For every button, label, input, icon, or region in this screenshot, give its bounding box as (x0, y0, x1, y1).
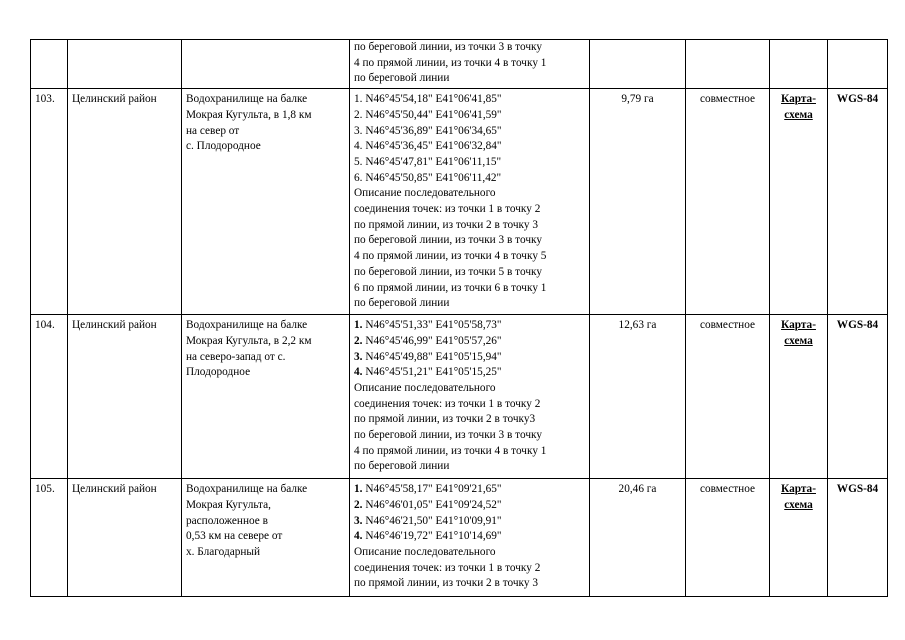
usage-cell: совместное (686, 479, 770, 597)
map-link[interactable]: схема (784, 334, 813, 347)
map-link[interactable]: схема (784, 498, 813, 511)
location-line: Водохранилище на балке (186, 93, 308, 106)
point-coordinate: N46°45'51,33" E41°05'58,73" (365, 319, 502, 332)
district-cell: Целинский район (68, 89, 182, 315)
area-cell: 9,79 га (590, 89, 686, 315)
location-line: Мокрая Кугульта, (186, 498, 271, 511)
table-row (31, 315, 888, 479)
continuation-line: по береговой линии, из точки 3 в точку (354, 41, 542, 53)
description-line: 4 по прямой линии, из точки 4 в точку 1 (354, 444, 547, 457)
description-line: по прямой линии, из точки 2 в точку 3 (354, 577, 538, 590)
point-number: 2. (354, 334, 363, 347)
area-cell (590, 40, 686, 89)
district-cell: Целинский район (68, 315, 182, 479)
description-line: Описание последовательного (354, 187, 496, 200)
point-number: 3. (354, 514, 363, 527)
continuation-row (31, 40, 888, 89)
point-line (354, 514, 585, 530)
continuation-line: 4 по прямой линии, из точки 4 в точку 1 (354, 56, 547, 69)
point-line (354, 482, 585, 498)
point-coordinate: N46°45'46,99" E41°05'57,26" (365, 334, 502, 347)
description-line: Описание последовательного (354, 545, 496, 558)
point-coordinate: N46°45'49,88" E41°05'15,94" (365, 350, 502, 363)
district-cell (68, 40, 182, 89)
map-cell (770, 479, 828, 597)
num-cell (31, 40, 68, 89)
point-line (354, 108, 585, 124)
description-line: по береговой линии (354, 297, 450, 310)
point-line (354, 155, 585, 171)
point-coordinate: N46°46'19,72" E41°10'14,69" (365, 530, 502, 543)
location-cell (182, 89, 350, 315)
point-number: 3. (354, 350, 363, 363)
location-line: 0,53 км на севере от (186, 530, 283, 543)
location-line: с. Плодородное (186, 140, 261, 153)
coordinates-cell (350, 89, 590, 315)
area-cell: 20,46 га (590, 479, 686, 597)
description-line: по прямой линии, из точки 2 в точку3 (354, 413, 536, 426)
point-number: 1. (354, 93, 363, 106)
coordinate-system-cell: WGS-84 (828, 89, 888, 315)
description-line: по береговой линии, из точки 5 в точку (354, 265, 542, 278)
point-line (354, 350, 585, 366)
row-number: 103. (31, 89, 68, 315)
point-number: 6. (354, 171, 363, 184)
map-cell (770, 40, 828, 89)
location-cell (182, 315, 350, 479)
point-number: 5. (354, 155, 363, 168)
map-link[interactable]: Карта- (781, 483, 816, 496)
row-number: 104. (31, 315, 68, 479)
description-line: по береговой линии (354, 460, 450, 473)
point-line (354, 171, 585, 187)
water-bodies-table (30, 39, 888, 597)
location-line: Плодородное (186, 366, 251, 379)
description-line: 6 по прямой линии, из точки 6 в точку 1 (354, 281, 547, 294)
point-line (354, 365, 585, 381)
point-coordinate: N46°46'21,50" E41°10'09,91" (365, 514, 502, 527)
usage-cell: совместное (686, 89, 770, 315)
location-line: расположенное в (186, 514, 268, 527)
description-line: соединения точек: из точки 1 в точку 2 (354, 203, 541, 216)
point-coordinate: N46°45'51,21" E41°05'15,25" (365, 366, 502, 379)
coordinates-cell (350, 40, 590, 89)
coordinates-cell (350, 479, 590, 597)
point-line (354, 124, 585, 140)
point-line (354, 529, 585, 545)
point-number: 1. (354, 483, 363, 496)
point-coordinate: N46°45'58,17" E41°09'21,65" (365, 483, 502, 496)
map-cell (770, 89, 828, 315)
description-line: соединения точек: из точки 1 в точку 2 (354, 561, 541, 574)
location-line: Водохранилище на балке (186, 483, 308, 496)
point-coordinate: N46°45'47,81" E41°06'11,15" (365, 155, 502, 168)
usage-cell: совместное (686, 315, 770, 479)
description-line: соединения точек: из точки 1 в точку 2 (354, 397, 541, 410)
map-cell (770, 315, 828, 479)
point-line (354, 498, 585, 514)
point-number: 4. (354, 366, 363, 379)
point-line (354, 334, 585, 350)
row-number: 105. (31, 479, 68, 597)
point-line (354, 92, 585, 108)
coordinate-system-cell: WGS-84 (828, 479, 888, 597)
location-line: на северо-запад от с. (186, 350, 286, 363)
point-number: 3. (354, 124, 363, 137)
point-number: 4. (354, 530, 363, 543)
point-line (354, 139, 585, 155)
description-line: Описание последовательного (354, 381, 496, 394)
point-coordinate: N46°45'50,44" E41°06'41,59" (365, 108, 502, 121)
location-cell (182, 479, 350, 597)
point-line (354, 318, 585, 334)
description-line: по береговой линии, из точки 3 в точку (354, 429, 542, 442)
point-number: 1. (354, 319, 363, 332)
area-cell: 12,63 га (590, 315, 686, 479)
point-number: 2. (354, 108, 363, 121)
point-coordinate: N46°45'36,45" E41°06'32,84" (365, 140, 502, 153)
description-line: по прямой линии, из точки 2 в точку 3 (354, 218, 538, 231)
map-link[interactable]: Карта- (781, 93, 816, 106)
table-row (31, 479, 888, 597)
point-coordinate: N46°45'36,89" E41°06'34,65" (365, 124, 502, 137)
usage-cell (686, 40, 770, 89)
table-row (31, 89, 888, 315)
point-coordinate: N46°46'01,05" E41°09'24,52" (365, 498, 502, 511)
description-line: 4 по прямой линии, из точки 4 в точку 5 (354, 250, 547, 263)
district-cell: Целинский район (68, 479, 182, 597)
point-number: 4. (354, 140, 363, 153)
location-line: на север от (186, 124, 240, 137)
location-line: Мокрая Кугульта, в 2,2 км (186, 334, 312, 347)
point-coordinate: N46°45'50,85" E41°06'11,42" (365, 171, 502, 184)
description-line: по береговой линии, из точки 3 в точку (354, 234, 542, 247)
map-link[interactable]: Карта- (781, 319, 816, 332)
point-number: 2. (354, 498, 363, 511)
map-link[interactable]: схема (784, 108, 813, 121)
location-line: Водохранилище на балке (186, 319, 308, 332)
location-cell (182, 40, 350, 89)
coordinate-system-cell: WGS-84 (828, 315, 888, 479)
continuation-line: по береговой линии (354, 72, 450, 85)
coordinates-cell (350, 315, 590, 479)
point-coordinate: N46°45'54,18" E41°06'41,85" (365, 93, 502, 106)
location-line: Мокрая Кугульта, в 1,8 км (186, 108, 312, 121)
location-line: х. Благодарный (186, 545, 261, 558)
system-cell (828, 40, 888, 89)
